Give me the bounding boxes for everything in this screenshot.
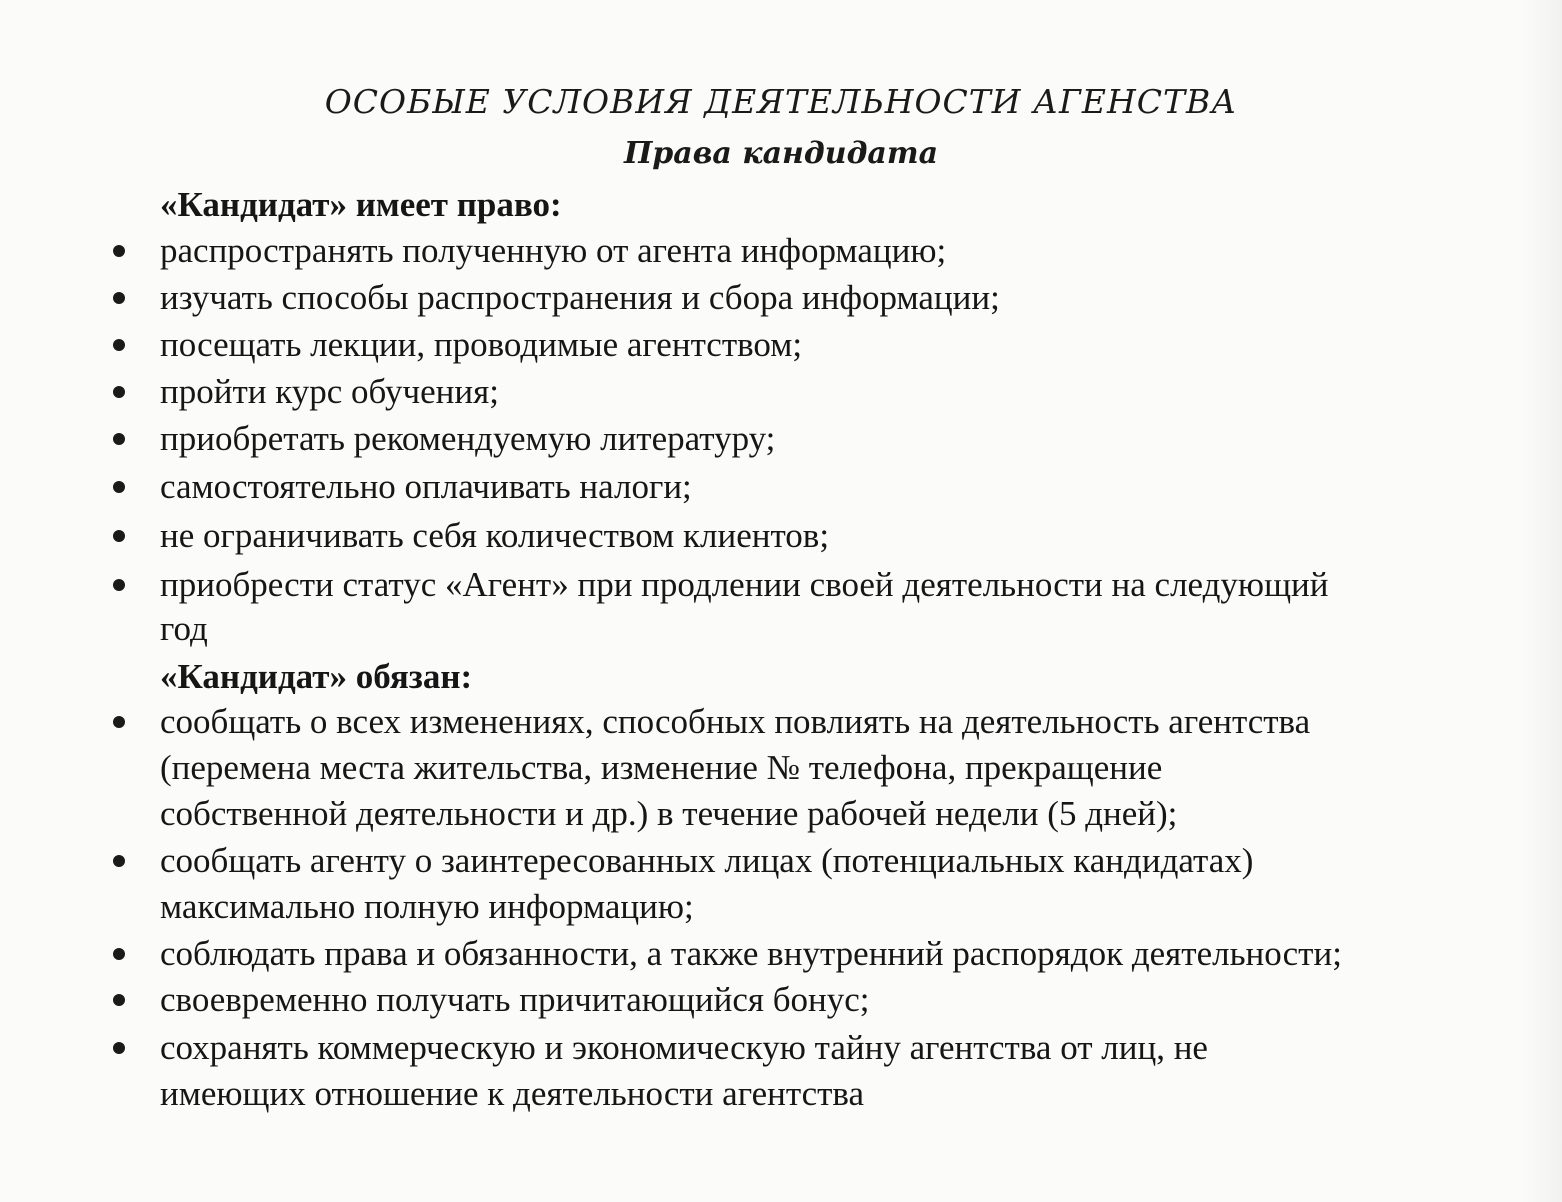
document-subtitle: Права кандидата [623,136,939,171]
duties-item-1-line-2: (перемена места жительства, изменение № телефона, прекращение [160,748,1163,787]
rights-item-7: не ограничивать себя количеством клиентов; [160,516,830,555]
duties-item-5-line-1: сохранять коммерческую и экономическую тайну агентства от лиц, не [160,1028,1208,1067]
rights-item-3: посещать лекции, проводимые агентством; [160,325,803,364]
bullet-icon [113,948,125,960]
duties-item-1-line-3: собственной деятельности и др.) в течение рабочей недели (5 дней); [160,794,1178,833]
bullet-icon [113,579,125,591]
duties-heading: «Кандидат» обязан: [160,657,473,696]
duties-item-2-line-1: сообщать агенту о заинтересованных лицах (потенциальных кандидатах) [160,841,1254,880]
rights-item-8-line-2: год [160,609,208,648]
duties-item-5-line-2: имеющих отношение к деятельности агентства [160,1074,864,1113]
duties-item-4: своевременно получать причитающийся бонус; [160,980,870,1019]
rights-item-5: приобретать рекомендуемую литературу; [160,419,776,458]
bullet-icon [113,386,125,398]
bullet-icon [113,339,125,351]
bullet-icon [113,292,125,304]
bullet-icon [113,481,125,493]
bullet-icon [113,245,125,257]
bullet-icon [113,1042,125,1054]
scan-edge [1522,0,1562,1202]
bullet-icon [113,433,125,445]
rights-item-8-line-1: приобрести статус «Агент» при продлении своей деятельности на следующий [160,565,1329,604]
rights-item-4: пройти курс обучения; [160,372,499,411]
rights-item-6: самостоятельно оплачивать налоги; [160,467,692,506]
document-title: ОСОБЫЕ УСЛОВИЯ ДЕЯТЕЛЬНОСТИ АГЕНСТВА [324,82,1238,121]
duties-item-1-line-1: сообщать о всех изменениях, способных повлиять на деятельность агентства [160,702,1311,741]
bullet-icon [113,530,125,542]
bullet-icon [113,716,125,728]
rights-item-2: изучать способы распространения и сбора информации; [160,278,1000,317]
duties-item-3: соблюдать права и обязанности, а также внутренний распорядок деятельности; [160,934,1342,973]
rights-heading: «Кандидат» имеет право: [160,185,562,224]
bullet-icon [113,994,125,1006]
duties-item-2-line-2: максимально полную информацию; [160,887,694,926]
bullet-icon [113,855,125,867]
rights-item-1: распространять полученную от агента информацию; [160,231,947,270]
